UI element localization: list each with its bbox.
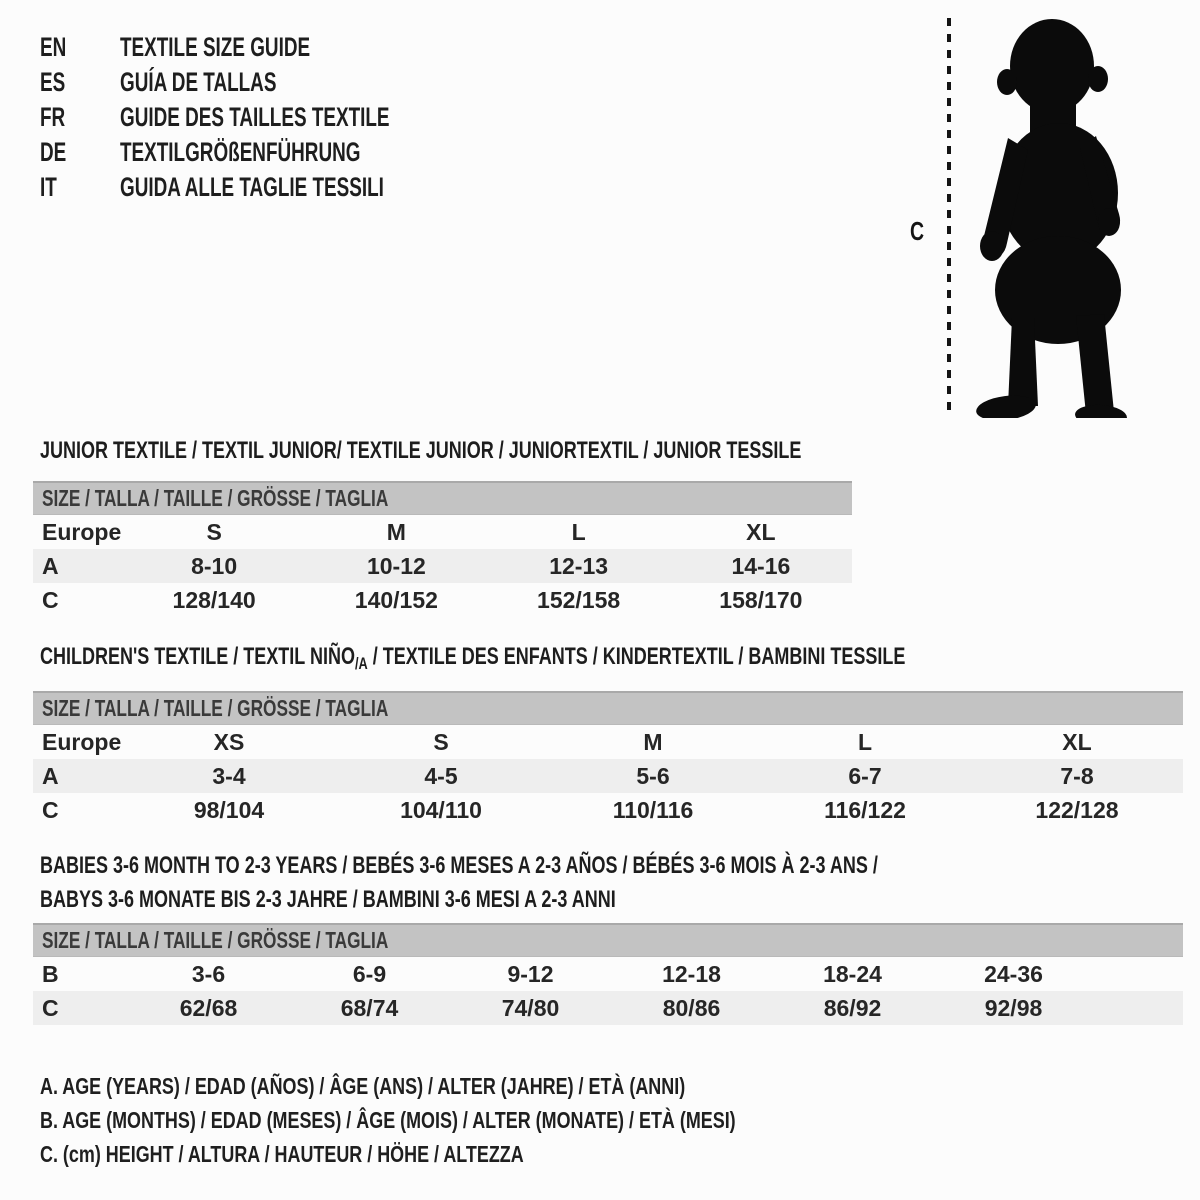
lang-code-de: DE bbox=[40, 137, 67, 167]
height-measure-label: C bbox=[910, 216, 925, 246]
table-row bbox=[33, 759, 1183, 793]
size-cell: S bbox=[206, 518, 222, 545]
table-row bbox=[33, 957, 1183, 992]
junior-size-table bbox=[33, 481, 852, 617]
guide-title-es: GUÍA DE TALLAS bbox=[120, 67, 277, 97]
size-cell: 12-18 bbox=[662, 960, 721, 987]
table-row bbox=[33, 725, 1183, 760]
guide-title-de: TEXTILGRÖßENFÜHRUNG bbox=[120, 137, 361, 167]
table-row bbox=[33, 991, 1183, 1025]
size-cell: 110/116 bbox=[612, 796, 694, 823]
size-cell: 5-6 bbox=[547, 759, 759, 793]
size-cell: XL bbox=[1062, 728, 1092, 755]
size-cell: 6-9 bbox=[352, 960, 387, 987]
junior-section-title: JUNIOR TEXTILE / TEXTIL JUNIOR/ TEXTILE JUNIOR / JUNIORTEXTIL / JUNIOR TESSILE bbox=[40, 437, 802, 464]
lang-row-it bbox=[40, 170, 505, 205]
size-cell: 10-12 bbox=[305, 549, 487, 583]
size-cell: 80/86 bbox=[611, 991, 772, 1025]
size-cell: L bbox=[857, 728, 873, 755]
size-cell: 62/68 bbox=[128, 991, 289, 1025]
size-cell: 18-24 bbox=[823, 960, 882, 987]
table-header-row bbox=[33, 482, 852, 515]
measurement-legend bbox=[40, 1069, 932, 1171]
lang-row-es bbox=[40, 65, 505, 100]
table-row bbox=[33, 583, 852, 617]
toddler-silhouette-icon bbox=[972, 18, 1144, 418]
table-header-row bbox=[33, 924, 1183, 957]
guide-title-it: GUIDA ALLE TAGLIE TESSILI bbox=[120, 172, 384, 202]
babies-title-line1: BABIES 3-6 MONTH TO 2-3 YEARS / BEBÉS 3-6 MESES A 2-3 AÑOS / BÉBÉS 3-6 MOIS À 2-3 ANS / bbox=[40, 852, 878, 879]
size-cell: M bbox=[386, 518, 406, 545]
size-cell: 8-10 bbox=[123, 549, 305, 583]
table-header-row bbox=[33, 692, 1183, 725]
lang-code-es: ES bbox=[40, 67, 66, 97]
size-cell: 7-8 bbox=[971, 759, 1183, 793]
size-cell: 158/170 bbox=[719, 586, 803, 613]
lang-row-en bbox=[40, 30, 505, 65]
lang-row-fr bbox=[40, 100, 505, 135]
size-cell: XS bbox=[213, 728, 245, 755]
babies-section-title bbox=[40, 849, 878, 917]
children-section-title: CHILDREN'S TEXTILE / TEXTIL $NIÑO_{/A}$ / TEXTILE DES ENFANTS / KINDERTEXTIL / BAMBINI TESSILE bbox=[40, 643, 906, 673]
row-label: A bbox=[33, 759, 123, 793]
guide-title-fr: GUIDE DES TAILLES TEXTILE bbox=[120, 102, 390, 132]
height-measure-dashed-line bbox=[947, 18, 951, 416]
size-header-label: SIZE / TALLA / TAILLE / GRÖSSE / TAGLIA bbox=[42, 927, 389, 953]
size-cell: 74/80 bbox=[450, 991, 611, 1025]
size-cell: 104/110 bbox=[400, 796, 482, 823]
filler-cell bbox=[1094, 957, 1183, 992]
size-cell: 3-6 bbox=[191, 960, 226, 987]
legend-line-a: A. AGE (YEARS) / EDAD (AÑOS) / ÂGE (ANS) / ALTER (JAHRE) / ETÀ (ANNI) bbox=[40, 1073, 686, 1099]
language-title-list bbox=[40, 30, 505, 205]
size-cell: 98/104 bbox=[193, 796, 265, 823]
row-label: C bbox=[42, 796, 59, 823]
babies-size-table bbox=[33, 923, 1183, 1025]
size-cell: 24-36 bbox=[984, 960, 1043, 987]
table-row bbox=[33, 793, 1183, 827]
size-cell: 12-13 bbox=[488, 549, 670, 583]
size-cell: S bbox=[433, 728, 449, 755]
size-cell: 3-4 bbox=[123, 759, 335, 793]
size-cell: M bbox=[643, 728, 663, 755]
row-label: A bbox=[33, 549, 123, 583]
lang-row-de bbox=[40, 135, 505, 170]
size-cell: 128/140 bbox=[172, 586, 256, 613]
size-cell: 116/122 bbox=[824, 796, 906, 823]
size-cell: 92/98 bbox=[933, 991, 1094, 1025]
size-cell: 140/152 bbox=[354, 586, 438, 613]
size-cell: 152/158 bbox=[537, 586, 621, 613]
size-cell: 86/92 bbox=[772, 991, 933, 1025]
row-label: C bbox=[42, 586, 59, 613]
size-header-label: SIZE / TALLA / TAILLE / GRÖSSE / TAGLIA bbox=[42, 695, 389, 721]
lang-code-en: EN bbox=[40, 32, 67, 62]
lang-code-fr: FR bbox=[40, 102, 66, 132]
size-cell: 122/128 bbox=[1035, 796, 1119, 823]
babies-title-line2: BABYS 3-6 MONATE BIS 2-3 JAHRE / BAMBINI 3-6 MESI A 2-3 ANNI bbox=[40, 886, 616, 913]
row-label: Europe bbox=[42, 728, 122, 755]
nino-a-subscript: /A bbox=[354, 654, 368, 673]
size-cell: 68/74 bbox=[289, 991, 450, 1025]
size-cell: 9-12 bbox=[507, 960, 554, 987]
row-label: Europe bbox=[42, 518, 122, 545]
legend-line-c: C. (cm) HEIGHT / ALTURA / HAUTEUR / HÖHE / ALTEZZA bbox=[40, 1141, 524, 1167]
size-cell: 6-7 bbox=[759, 759, 971, 793]
size-header-label: SIZE / TALLA / TAILLE / GRÖSSE / TAGLIA bbox=[42, 485, 389, 511]
legend-line-b: B. AGE (MONTHS) / EDAD (MESES) / ÂGE (MOIS) / ALTER (MONATE) / ETÀ (MESI) bbox=[40, 1107, 736, 1133]
size-cell: 4-5 bbox=[335, 759, 547, 793]
children-size-table bbox=[33, 691, 1183, 827]
row-label: C bbox=[33, 991, 128, 1025]
row-label: B bbox=[42, 960, 59, 987]
table-row bbox=[33, 515, 852, 550]
size-cell: L bbox=[571, 518, 586, 545]
size-cell: XL bbox=[746, 518, 776, 545]
lang-code-it: IT bbox=[40, 172, 57, 202]
size-cell: 14-16 bbox=[670, 549, 852, 583]
guide-title-en: TEXTILE SIZE GUIDE bbox=[120, 32, 311, 62]
table-row bbox=[33, 549, 852, 583]
filler-cell bbox=[1094, 991, 1183, 1025]
